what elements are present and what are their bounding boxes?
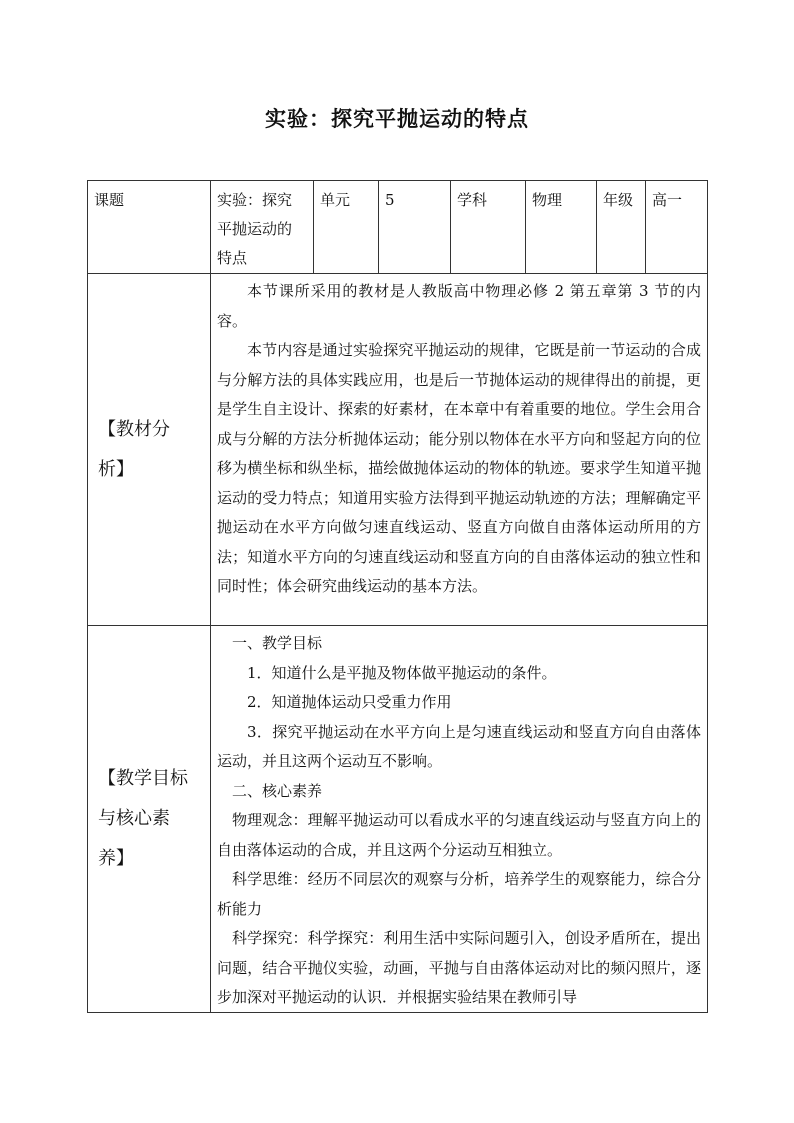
unit-label-cell: 单元 bbox=[314, 181, 379, 274]
materials-paragraph: 本节课所采用的教材是人教版高中物理必修 2 第五章第 3 节的内容。 bbox=[217, 282, 701, 330]
objectives-content bbox=[211, 626, 708, 1013]
objectives-row bbox=[88, 626, 708, 1013]
objective-item: 2．知道抛体运动只受重力作用 bbox=[247, 693, 452, 711]
unit-value-cell: 5 bbox=[379, 181, 451, 274]
course-label-cell: 课题 bbox=[88, 181, 211, 274]
literacy-paragraph: 科学探究：科学探究：利用生活中实际问题引入，创设矛盾所在，提出问题，结合平抛仪实验，动画，平抛与自由落体运动对比的频闪照片，逐步加深对平抛运动的认识．并根据实验结果在教师引导 bbox=[217, 929, 701, 1006]
grade-value-cell: 高一 bbox=[646, 181, 708, 274]
materials-label: 【教材分 析】 bbox=[88, 274, 211, 626]
objectives-heading: 一、教学目标 bbox=[232, 634, 323, 652]
grade-label-cell: 年级 bbox=[597, 181, 646, 274]
literacy-paragraph: 科学思维：经历不同层次的观察与分析，培养学生的观察能力，综合分析能力 bbox=[217, 870, 701, 918]
literacy-heading: 二、核心素养 bbox=[232, 781, 323, 800]
objective-item: 3．探究平抛运动在水平方向上是匀速直线运动和竖直方向自由落体运动，并且这两个运动互不影响。 bbox=[217, 722, 701, 770]
materials-row bbox=[88, 274, 708, 626]
course-value-line: 特点 bbox=[217, 249, 248, 267]
subject-value-cell: 物理 bbox=[526, 181, 597, 274]
header-row bbox=[88, 181, 708, 274]
materials-content bbox=[211, 274, 708, 626]
course-value-cell bbox=[211, 181, 314, 274]
objectives-label: 【教学目标 与核心素 养】 bbox=[88, 626, 211, 1013]
literacy-paragraph: 物理观念：理解平抛运动可以看成水平的匀速直线运动与竖直方向上的自由落体运动的合成，并且这两个分运动互相独立。 bbox=[217, 811, 701, 859]
course-value-line: 平抛运动的 bbox=[217, 220, 293, 238]
materials-paragraph: 本节内容是通过实验探究平抛运动的规律，它既是前一节运动的合成与分解方法的具体实践应用，也是后一节抛体运动的规律得出的前提，更是学生自主设计、探索的好素材，在本章中有着重要的地位。学生会用合成与分解的方法分析抛体运动；能分别以物体在水平方向和竖起方向的位移为横坐标和纵坐标，描绘做抛体运动的物体的轨迹。要求学生知道平抛运动的受力特点；知道用实验方法得到平抛运动轨迹的方法；理解确定平抛运动在水平方向做匀速直线运动、竖直方向做自由落体运动所用的方法；知道水平方向的匀速直线运动和竖直方向的自由落体运动的独立性和同时性；体会研究曲线运动的基本方法。 bbox=[217, 341, 701, 595]
lesson-plan-table bbox=[87, 180, 708, 1013]
document-title: 实验：探究平抛运动的特点 bbox=[265, 107, 529, 131]
subject-label-cell: 学科 bbox=[451, 181, 526, 274]
course-value-line: 实验：探究 bbox=[217, 191, 293, 209]
objective-item: 1．知道什么是平抛及物体做平抛运动的条件。 bbox=[247, 663, 557, 682]
